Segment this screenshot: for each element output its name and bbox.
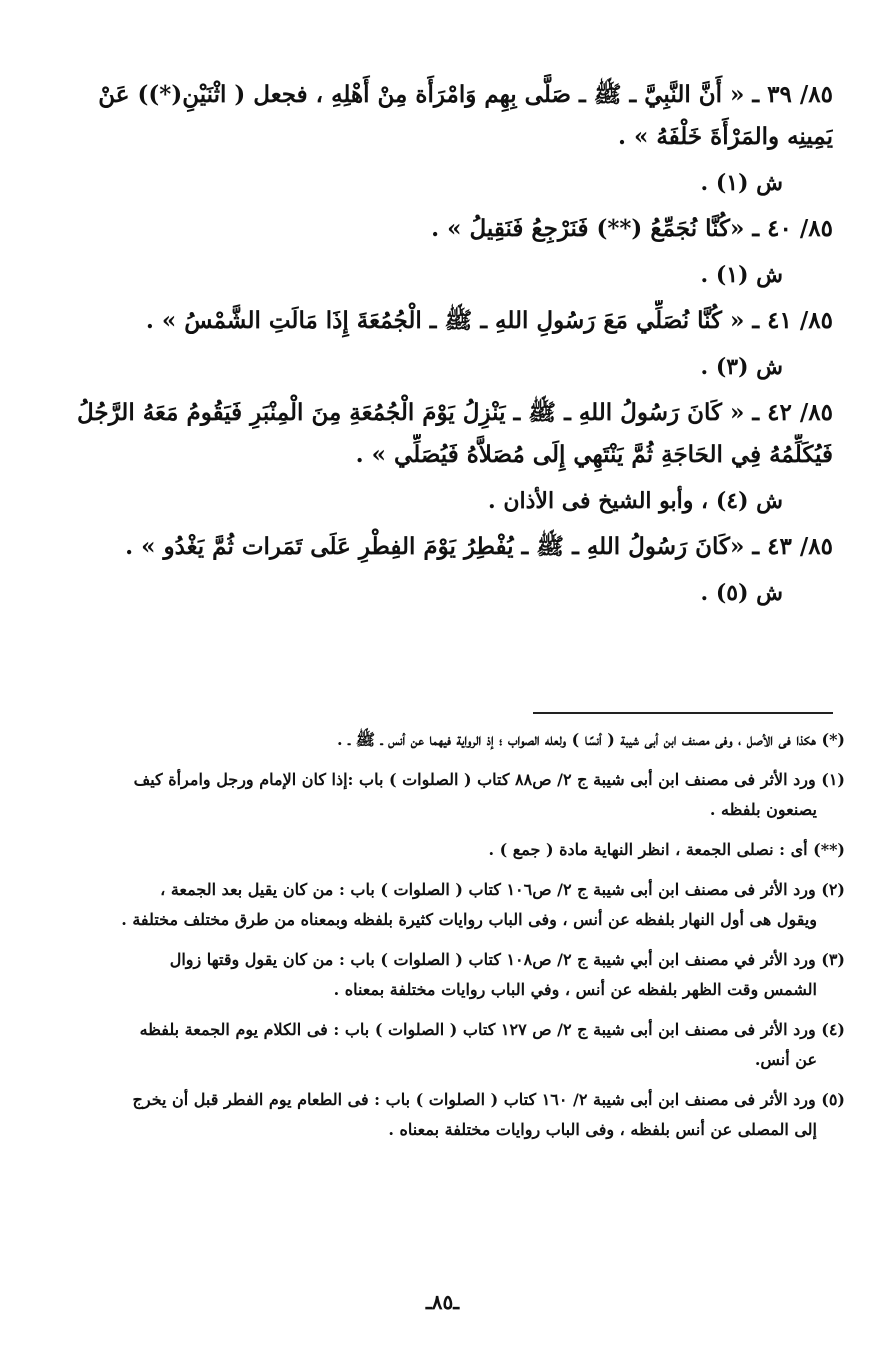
hadith-entry-39 — [43, 74, 833, 208]
entry-line: ٨٥/ ٤٢ ـ « كَانَ رَسُولُ اللهِ ـ ﷺ ـ يَنْزِلُ يَوْمَ الْجُمُعَةِ مِنَ الْمِنْبَرِ فَيَقُومُ مَعَهُ الرَّجُلُ — [76, 399, 833, 426]
footnote-line: (٤) ورد الأثر فى مصنف ابن أبى شيبة ج ٢/ ص ١٢٧ كتاب ( الصلوات ) باب : فى الكلام يوم الجمعة بلفظه — [139, 1020, 845, 1039]
footnote-divider — [533, 712, 833, 714]
footnote-line: (**) أى : نصلى الجمعة ، انظر النهاية مادة ( جمع ) . — [488, 840, 845, 859]
entry-source: ش (٤) ، وأبو الشيخ فى الأذان . — [488, 488, 783, 514]
entry-line: ٨٥/ ٤٣ ـ «كَانَ رَسُولُ اللهِ ـ ﷺ ـ يُفْطِرُ يَوْمَ الفِطْرِ عَلَى تَمَرات ثُمَّ يَغْدُو » . — [125, 533, 833, 560]
page-number: ـ٨٥ـ — [425, 1290, 460, 1314]
footnote-line: إلى المصلى عن أنس بلفظه ، وفى الباب روايات مختلفة بمعناه . — [388, 1120, 817, 1139]
footnote-line: (٣) ورد الأثر في مصنف ابن أبي شيبة ج ٢/ ص١٠٨ كتاب ( الصلوات ) باب : من كان يقول وقتها زوال — [169, 950, 845, 969]
hadith-entry-40 — [43, 208, 833, 300]
footnote-3 — [37, 945, 845, 1005]
footnote-2 — [37, 875, 845, 935]
footnote-line: ويقول هى أول النهار بلفظه عن أنس ، وفى الباب روايات كثيرة بلفظه وبمعناه من طرق مختلف مختلفة . — [121, 910, 817, 929]
hadith-entry-42 — [43, 392, 833, 526]
entry-line: فَيُكَلِّمُهُ فِي الحَاجَةِ ثُمَّ يَنْتَهِي إِلَى مُصَلاَّهُ فَيُصَلِّي » . — [355, 441, 833, 468]
footnote-line: (١) ورد الأثر فى مصنف ابن أبى شيبة ج ٢/ ص٨٨ كتاب ( الصلوات ) باب :إذا كان الإمام ورجل وامرأة كيف — [133, 770, 845, 789]
footnote-line: عن أنس. — [754, 1050, 817, 1069]
hadith-entry-43 — [43, 526, 833, 618]
entry-source: ش (١) . — [700, 170, 783, 196]
footnotes — [37, 725, 845, 1155]
footnote-line: (٥) ورد الأثر فى مصنف ابن أبى شيبة ٢/ ١٦٠ كتاب ( الصلوات ) باب : فى الطعام يوم الفطر قبل أن يخرج — [132, 1090, 845, 1109]
entry-line: ٨٥/ ٤٠ ـ «كُنَّا نُجَمِّعُ (**) فَنَرْجِعُ فَنَقِيلُ » . — [431, 215, 833, 242]
footnote-line: (*) هكذا فى الأصل ، وفى مصنف ابن أبى شيبة ( أنسًا ) ولعله الصواب ؛ إذ الرواية فيهما عن أنس ـ ﷺ ـ . — [336, 730, 845, 749]
footnote-5 — [37, 1085, 845, 1145]
entry-source: ش (٣) . — [700, 354, 783, 380]
entry-source: ش (٥) . — [700, 580, 783, 606]
entry-source: ش (١) . — [700, 262, 783, 288]
entry-line: يَمِينِه والمَرْأَةَ خَلْفَهُ » . — [617, 123, 833, 150]
footnote-4 — [37, 1015, 845, 1075]
main-text — [43, 74, 833, 618]
entry-line: ٨٥/ ٤١ ـ « كُنَّا نُصَلِّي مَعَ رَسُولِ اللهِ ـ ﷺ ـ الْجُمُعَةَ إِذَا مَالَتِ الشَّمْسُ » . — [145, 307, 833, 334]
footnote-line: الشمس وقت الظهر بلفظه عن أنس ، وفي الباب روايات مختلفة بمعناه . — [333, 980, 817, 999]
footnote-star — [37, 725, 845, 755]
entry-line: ٨٥/ ٣٩ ـ « أَنَّ النَّبِيَّ ـ ﷺ ـ صَلَّى بِهِم وَامْرَأَة مِنْ أَهْلِهِ ، فجعل ( اثْنَيْنِ(*)) عَنْ — [98, 81, 833, 108]
footnote-line: يصنعون بلفظه . — [709, 800, 817, 819]
footnote-1 — [37, 765, 845, 825]
hadith-entry-41 — [43, 300, 833, 392]
footnote-line: (٢) ورد الأثر فى مصنف ابن أبى شيبة ج ٢/ ص١٠٦ كتاب ( الصلوات ) باب : من كان يقيل بعد الجمعة ، — [160, 880, 845, 899]
footnote-double-star — [37, 835, 845, 865]
